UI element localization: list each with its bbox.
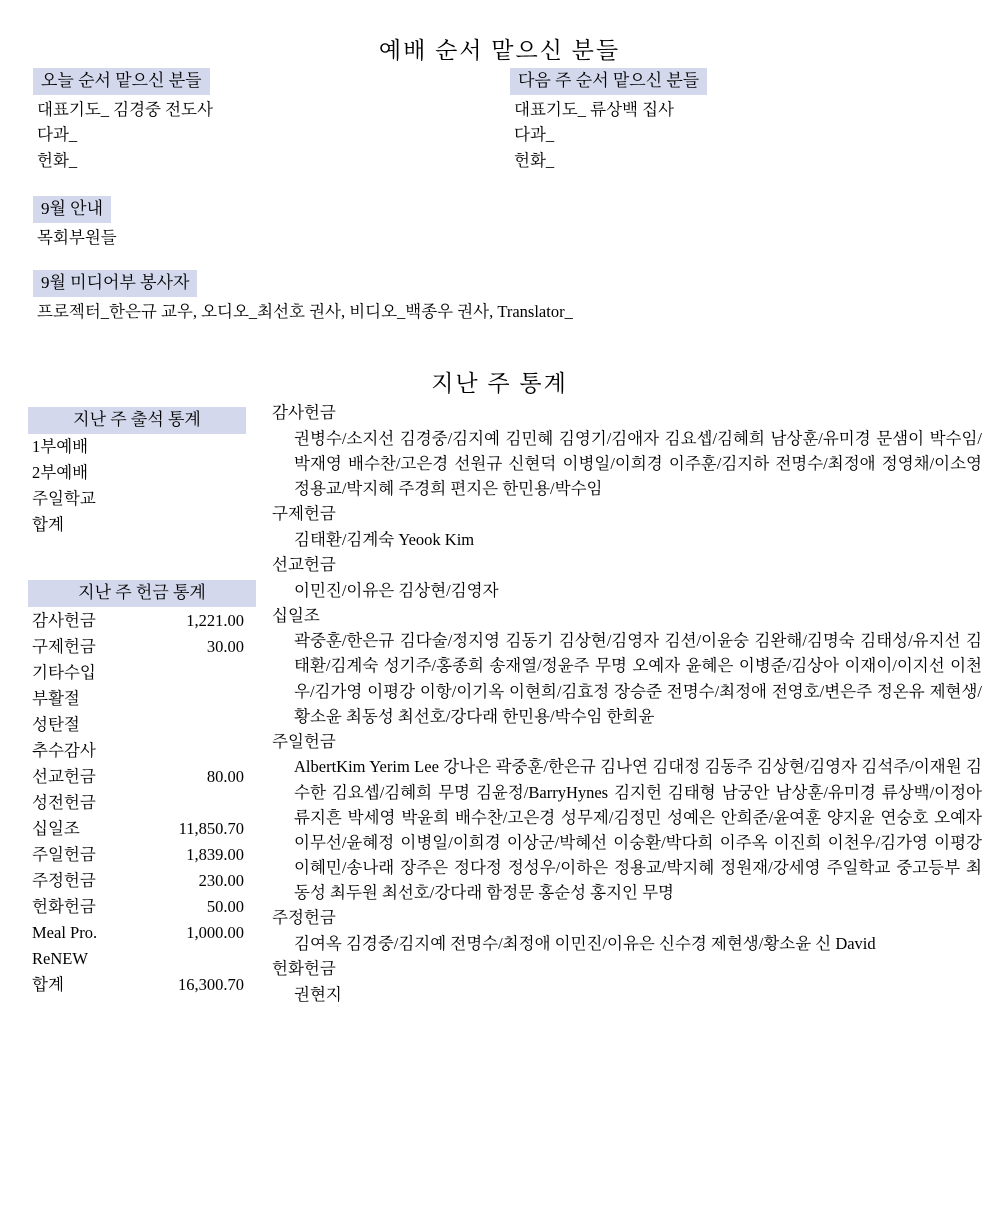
attendance-row: 주일학교 [32,488,96,508]
offering-detail-name: 선교헌금 [272,554,336,574]
september-notice-header: 9월 안내 [33,196,111,223]
september-media-lines [33,297,573,325]
table-row [28,894,250,920]
table-row [28,868,250,894]
september-notice-block [33,196,117,250]
offering-label: 기타수입 [32,662,96,682]
table-row [28,738,250,764]
next-week-duty-lines [510,95,707,174]
offering-label: Meal Pro. [32,923,98,943]
today-duty-line: 다과_ [37,125,78,145]
offering-amount [137,660,250,686]
september-media-header: 9월 미디어부 봉사자 [33,270,197,297]
offering-detail-name: 감사헌금 [272,403,336,422]
offering-amount: 1,221.00 [186,610,244,630]
stats-section-title: 지난 주 통계 [431,371,568,396]
offering-detail-body: 김태환/김계숙 Yeook Kim [294,529,475,549]
table-row [28,946,250,972]
offering-amount [137,686,250,712]
attendance-row: 1부예배 [32,436,89,456]
offering-detail-body: 김여옥 김경중/김지예 전명수/최정애 이민진/이유은 신수경 제현생/황소윤 신 David [294,933,876,953]
offering-detail-group [272,553,982,603]
september-notice-line: 목회부원들 [37,227,117,247]
offering-detail-group [272,906,982,956]
offering-detail-group [272,957,982,1007]
attendance-rows [28,434,246,538]
offering-detail-group [272,401,982,501]
offering-amount [137,712,250,738]
offering-label: 합계 [32,975,64,995]
offering-detail-name: 주정헌금 [272,907,336,927]
offering-detail-group [272,502,982,552]
offering-label: 선교헌금 [32,766,96,786]
next-week-duty-block [510,68,707,173]
offering-amount: 1,000.00 [186,923,244,943]
offering-label: ReNEW [32,949,88,969]
next-week-duty-line: 다과_ [514,125,555,145]
offering-detail-group [272,604,982,729]
september-media-line: 프로젝터_한은규 교우, 오디오_최선호 권사, 비디오_백종우 권사, Translator_ [37,301,573,321]
attendance-stats-header: 지난 주 출석 통계 [28,407,246,434]
offering-detail-group [272,730,982,905]
offering-label: 십일조 [32,819,80,839]
offering-amount: 1,839.00 [186,845,244,865]
offering-amount [137,790,250,816]
today-duty-line: 헌화_ [37,150,78,170]
offering-label: 성탄절 [32,714,80,734]
today-duty-line: 대표기도_ 김경중 전도사 [37,99,213,119]
offering-detail-body: 권현지 [294,984,342,1004]
today-duty-lines [33,95,213,174]
september-notice-lines [33,223,117,251]
offering-label: 성전헌금 [32,792,96,812]
offering-amount: 11,850.70 [178,819,244,839]
offering-detail-name: 십일조 [272,605,320,625]
attendance-row: 2부예배 [32,462,89,482]
offering-detail-name: 헌화헌금 [272,958,336,978]
next-week-duty-line: 헌화_ [514,150,555,170]
table-row [28,790,250,816]
offering-stats-block [28,580,256,998]
offering-amount: 50.00 [206,897,244,917]
table-row [28,816,250,842]
offering-amount: 80.00 [206,766,244,786]
next-week-duty-line: 대표기도_ 류상백 집사 [514,99,674,119]
table-row [28,634,250,660]
offering-detail-body: AlbertKim Yerim Lee 강나은 곽중훈/한은규 김나연 김대정 김동주 김상현/김영자 김석주/이재원 김수한 김요셉/김혜희 무명 김윤정/BarryHynes 김지헌 김태형 남궁안 남상훈/유미경 류상백/이정아 류지흔 박세영 박윤희 배수찬/고은경 성무제/김정민 성예은 안희준/윤여훈 양지윤 연숭호 오예자 이무선/윤혜정 이병일/이희경 이상군/박혜선 이숭환/박다희 이주옥 이진희 이천우/김가영 이평강 이혜민/송나래 장주은 정다정 정성우/이하은 정용교/박지혜 정원재/강세영 주일학교 중고등부 최동성 최두원 최선호/강다래 함정문 홍순성 홍지인 무명 [294,757,982,902]
table-row [28,842,250,868]
table-row [28,660,250,686]
table-row [28,608,250,634]
offering-label: 주정헌금 [32,871,96,891]
today-duty-header: 오늘 순서 맡으신 분들 [33,68,210,95]
offering-amount: 230.00 [198,871,244,891]
next-week-duty-header: 다음 주 순서 맡으신 분들 [510,68,707,95]
table-row [28,712,250,738]
offering-label: 주일헌금 [32,845,96,865]
offering-detail-body: 이민진/이유은 김상현/김영자 [294,580,499,600]
offering-detail-body: 곽중훈/한은규 김다술/정지영 김동기 김상현/김영자 김션/이윤숭 김완해/김명숙 김태성/유지선 김태환/김계숙 성기주/홍종희 송재열/정윤주 무명 오예자 윤혜은 이병준/김상아 이재이/이지선 이천우/김가영 이평강 이항/이기옥 이현희/김효정 장승준 전명수/최정애 전영호/변은주 정온유 제현생/황소윤 최동성 최선호/강다래 한민용/박수임 한희윤 [294,631,982,726]
offering-detail-list [272,401,982,1008]
table-row [28,920,250,946]
offering-label: 감사헌금 [32,610,96,630]
offering-detail-body: 권병수/소지선 김경중/김지예 김민혜 김영기/김애자 김요셉/김혜희 남상훈/유미경 문샘이 박수임/박재영 배수찬/고은경 선원규 신현덕 이병일/이희경 이주훈/김지하 전명수/최정애 정영채/이소영 정용교/박지혜 주경희 편지은 한민용/박수임 [294,428,982,498]
attendance-row: 합계 [32,514,64,534]
september-media-block [33,270,573,324]
offering-stats-table [28,608,250,999]
offering-amount [137,738,250,764]
offering-label: 헌화헌금 [32,897,96,917]
offering-label: 추수감사 [32,740,96,760]
table-row [28,972,250,998]
offering-stats-header: 지난 주 헌금 통계 [28,580,256,607]
worship-section-title: 예배 순서 맡으신 분들 [378,38,621,63]
attendance-stats-block [28,407,246,538]
offering-amount: 16,300.70 [178,975,244,995]
table-row [28,686,250,712]
offering-label: 부활절 [32,688,80,708]
offering-detail-name: 주일헌금 [272,731,336,751]
offering-amount [137,946,250,972]
table-row [28,764,250,790]
offering-detail-name: 구제헌금 [272,503,336,523]
today-duty-block [33,68,213,173]
offering-amount: 30.00 [206,636,244,656]
offering-label: 구제헌금 [32,636,96,656]
